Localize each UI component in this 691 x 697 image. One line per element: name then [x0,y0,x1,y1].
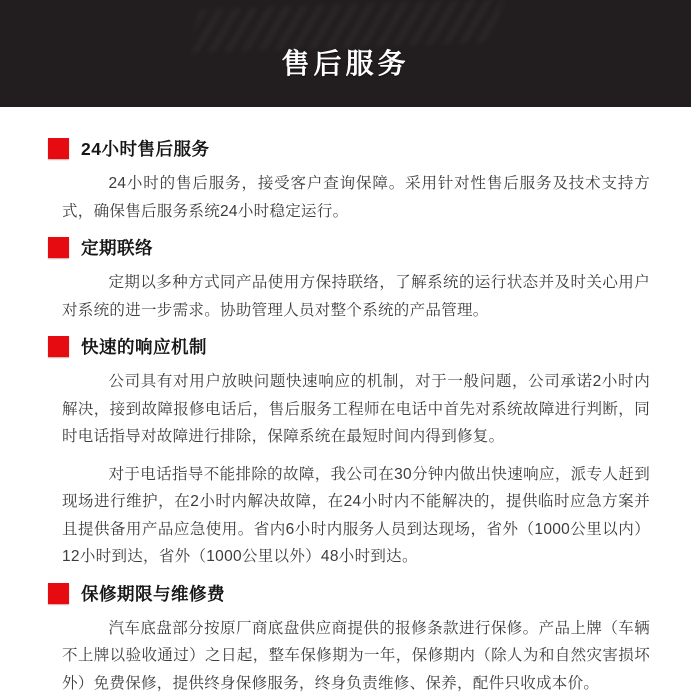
section-paragraph: 对于电话指导不能排除的故障，我公司在30分钟内做出快速响应，派专人赶到现场进行维护，在2小时内解决故障，在24小时内不能解决的，提供临时应急方案并且提供备用产品应急使用。省内6小时内服务人员到达现场，省外（1000公里以内）12小时到达，省外（1000公里以外）48小时到达。 [62,461,650,571]
section-title: 快速的响应机制 [81,334,207,359]
red-square-bullet-icon [48,583,69,604]
section-head [48,136,650,161]
section-regular-contact [48,235,650,324]
content-area [0,107,691,697]
red-square-bullet-icon [48,237,69,258]
section-paragraph: 24小时的售后服务，接受客户查询保障。采用针对性售后服务及技术支持方式，确保售后服务系统24小时稳定运行。 [62,170,650,225]
section-paragraph: 公司具有对用户放映问题快速响应的机制，对于一般问题，公司承诺2小时内解决，接到故障报修电话后，售后服务工程师在电话中首先对系统故障进行判断，同时电话指导对故障进行排除，保障系统在最短时间内得到修复。 [62,368,650,451]
section-head [48,334,650,359]
section-warranty-fees [48,581,650,697]
section-paragraph: 汽车底盘部分按原厂商底盘供应商提供的报修条款进行保修。产品上牌（车辆不上牌以验收通过）之日起，整车保修期为一年，保修期内（除人为和自然灾害损坏外）免费保修，提供终身保修服务，终身负责维修、保养，配件只收成本价。 [62,615,650,697]
red-square-bullet-icon [48,138,69,159]
section-title: 定期联络 [81,235,153,260]
page-title: 售后服务 [281,42,409,82]
section-title: 保修期限与维修费 [81,581,225,606]
page-header [0,0,691,107]
section-title: 24小时售后服务 [81,136,209,161]
section-24h-service [48,136,650,225]
red-square-bullet-icon [48,336,69,357]
section-paragraph: 定期以多种方式同产品使用方保持联络，了解系统的运行状态并及时关心用户对系统的进一步需求。协助管理人员对整个系统的产品管理。 [62,269,650,324]
section-quick-response [48,334,650,571]
section-head [48,235,650,260]
section-head [48,581,650,606]
